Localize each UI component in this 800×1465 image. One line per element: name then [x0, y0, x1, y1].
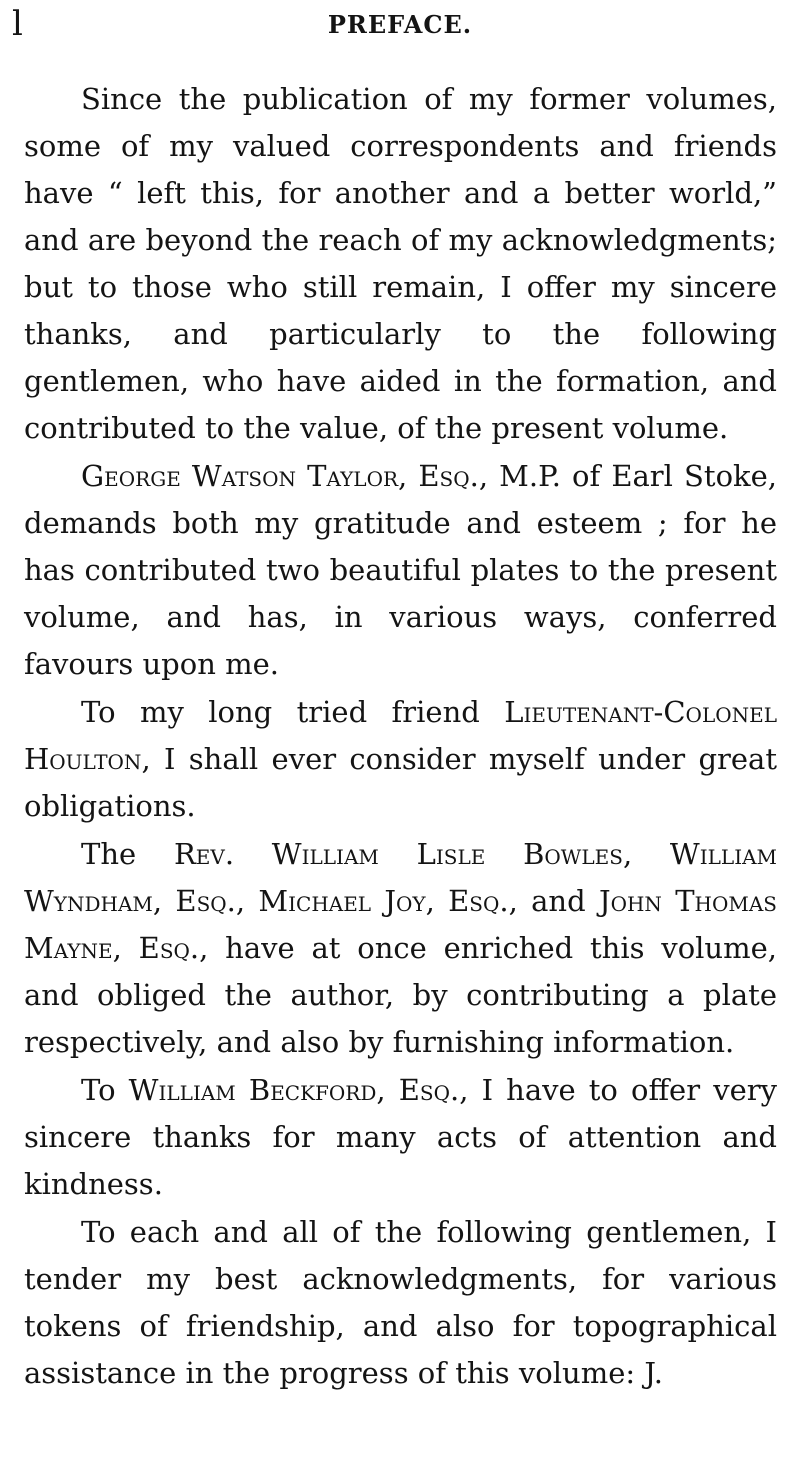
paragraph-3: [24, 689, 777, 830]
paragraph-3-text: , I shall ever consider myself under great obligations.: [24, 742, 777, 823]
preface-body: [24, 76, 777, 1397]
separator: ,: [235, 884, 259, 918]
person-name: John Thomas Mayne, Esq.: [24, 884, 777, 965]
paragraph-4-text: , have at once enriched this volume, and obliged the author, by contributing a plate respectively, and also by furnishing information.: [24, 931, 777, 1059]
paragraph-5-lead: To: [81, 1073, 129, 1107]
paragraph-4: [24, 831, 777, 1066]
person-name: William Beckford, Esq.: [128, 1073, 460, 1107]
paragraph-5: [24, 1067, 777, 1208]
paragraph-6-text: To each and all of the following gentlemen, I tender my best acknowledgments, for various tokens of friendship, and also for topographical assistance in the progress of this volume: J.: [24, 1215, 777, 1390]
paragraph-1-text: Since the publication of my former volumes, some of my valued correspondents and friends have “ left this, for another and a better world,” and are beyond the reach of my acknowledgments; but to those who still remain, I offer my sincere thanks, and particularly to the following gentlemen, who have aided in the formation, and contributed to the value, of the present volume.: [24, 82, 777, 445]
separator: ,: [622, 837, 670, 871]
paragraph-6: [24, 1209, 777, 1397]
person-name: Rev. William Lisle Bowles: [173, 837, 623, 871]
paragraph-4-lead: The: [81, 837, 174, 871]
person-name: Lieutenant-Colonel Houlton: [24, 695, 777, 776]
running-title: PREFACE.: [327, 10, 473, 39]
page-header: [0, 0, 800, 60]
person-name: George Watson Taylor, Esq.: [81, 459, 479, 493]
page-number: l: [12, 4, 23, 44]
paragraph-5-text: , I have to offer very sincere thanks for many acts of attention and kindness.: [24, 1073, 777, 1201]
paragraph-3-lead: To my long tried friend: [81, 695, 505, 729]
person-name: William Wyndham, Esq.: [24, 837, 778, 918]
paragraph-2: [24, 453, 777, 688]
person-name: Michael Joy, Esq.: [258, 884, 509, 918]
paragraph-1: [24, 76, 777, 452]
separator: , and: [508, 884, 599, 918]
paragraph-2-text: , M.P. of Earl Stoke, demands both my gratitude and esteem ; for he has contributed two beautiful plates to the present volume, and has, in various ways, conferred favours upon me.: [24, 459, 777, 681]
